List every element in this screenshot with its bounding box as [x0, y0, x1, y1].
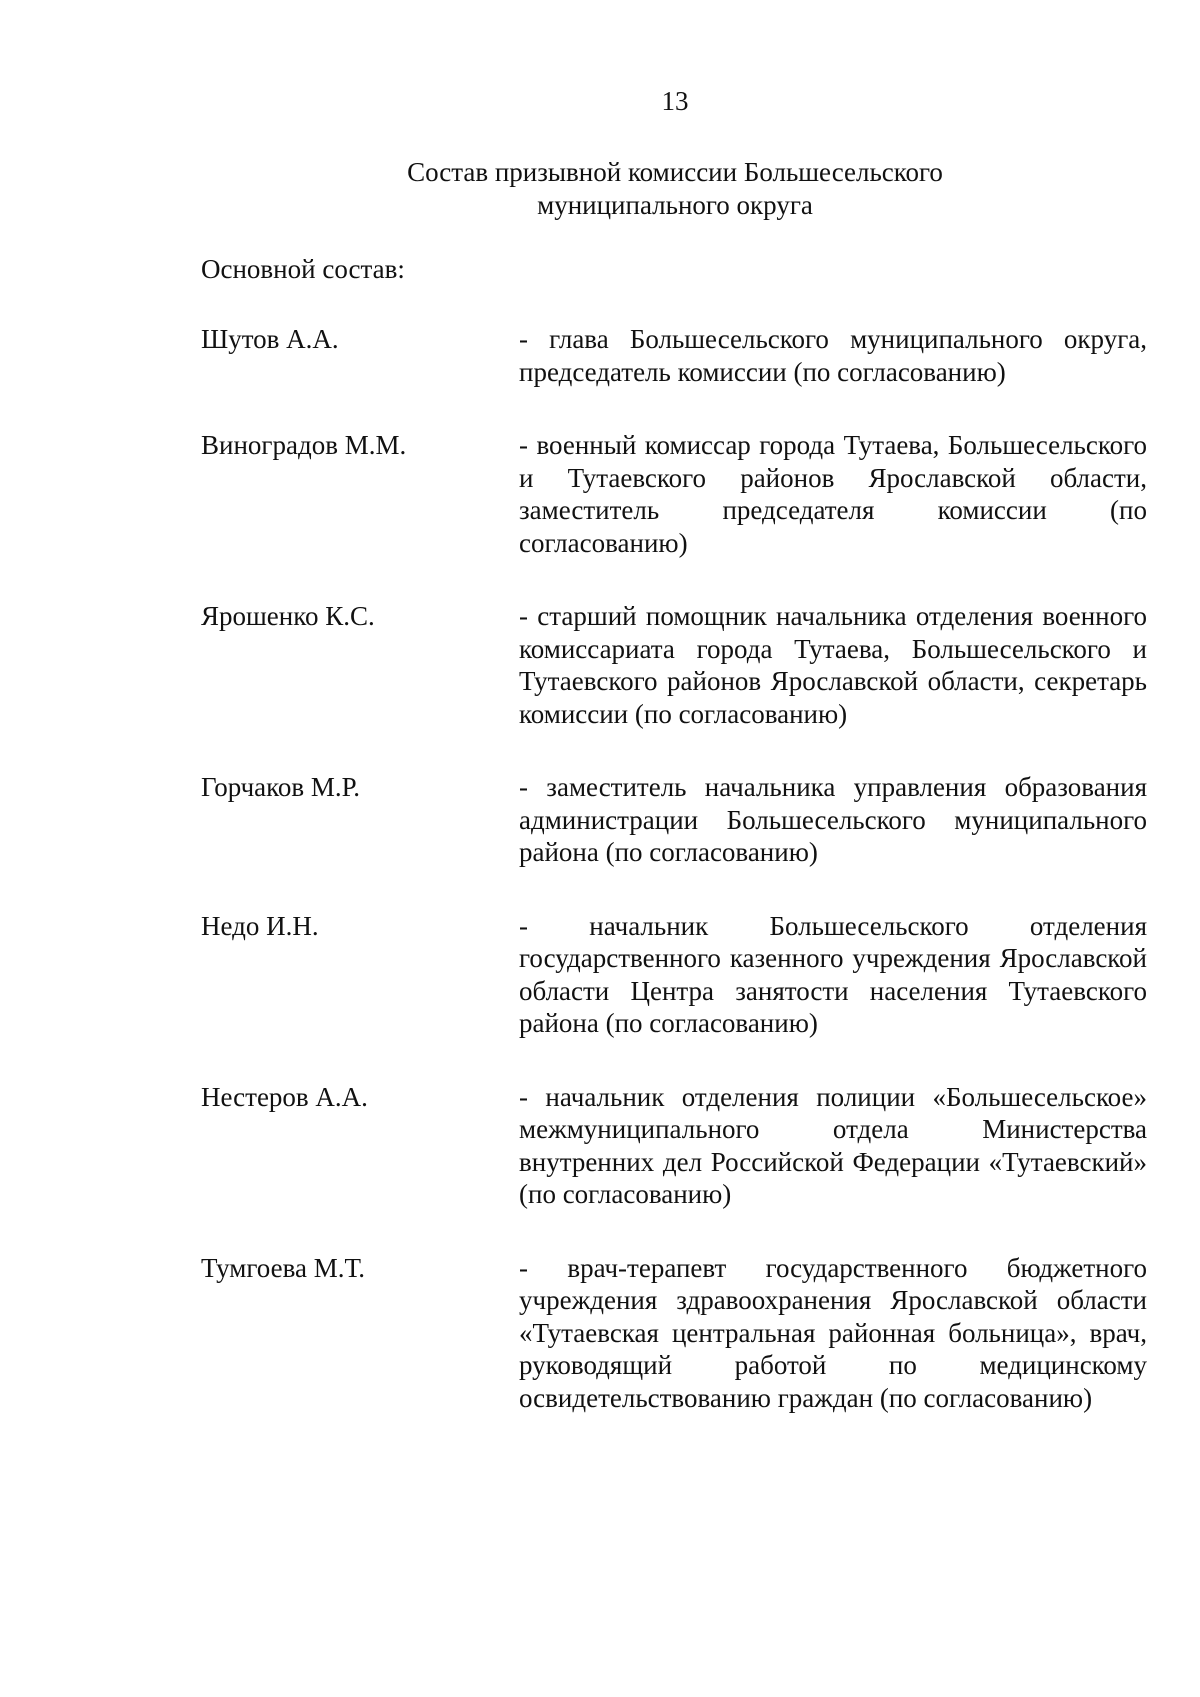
page-number: 13: [661, 86, 689, 116]
member-name: Виноградов М.М.: [201, 430, 407, 460]
member-name: Шутов А.А.: [201, 324, 339, 354]
member-name: Недо И.Н.: [201, 910, 319, 941]
member-role: - заместитель начальника управления образования администрации Большесельского муниципального района (по согласованию): [519, 772, 1147, 867]
member-role: - начальник отделения полиции «Большесельское» межмуниципального отдела Министерства внутренних дел Российской Федерации «Тутаевский» (по согласованию): [519, 1081, 1147, 1209]
member-list: [201, 323, 1147, 1414]
title-line-2: муниципального округа: [537, 190, 813, 220]
member-name: Нестеров А.А.: [201, 1081, 368, 1112]
page-title: [0, 156, 1200, 222]
member-name: Горчаков М.Р.: [201, 772, 361, 802]
member-entry: [201, 600, 1147, 730]
member-role: - глава Большесельского муниципального округа, председатель комиссии (по согласованию): [519, 324, 1147, 387]
section-label: Основной состав:: [201, 254, 405, 284]
member-role: - начальник Большесельского отделения государственного казенного учреждения Ярославской области Центра занятости населения Тутаевского района (по согласованию): [519, 910, 1147, 1038]
member-entry: [201, 429, 1147, 559]
member-role: - врач-терапевт государственного бюджетного учреждения здравоохранения Ярославской области «Тутаевская центральная районная больница», врач, руководящий работой по медицинскому освидетельствованию граждан (по согласованию): [519, 1252, 1147, 1413]
member-role: - старший помощник начальника отделения военного комиссариата города Тутаева, Большесельского и Тутаевского районов Ярославской области, секретарь комиссии (по согласованию): [519, 601, 1147, 729]
member-entry: [201, 771, 1147, 869]
title-line-1: Состав призывной комиссии Большесельского: [407, 157, 943, 187]
member-role: - военный комиссар города Тутаева, Большесельского и Тутаевского районов Ярославской области, заместитель председателя комиссии (по согласованию): [519, 430, 1147, 558]
member-name: Тумгоева М.Т.: [201, 1252, 366, 1283]
member-entry: [201, 910, 1147, 1040]
member-entry: [201, 1081, 1147, 1211]
member-name: Ярошенко К.С.: [201, 601, 375, 631]
member-entry: [201, 1252, 1147, 1415]
member-entry: [201, 323, 1147, 388]
